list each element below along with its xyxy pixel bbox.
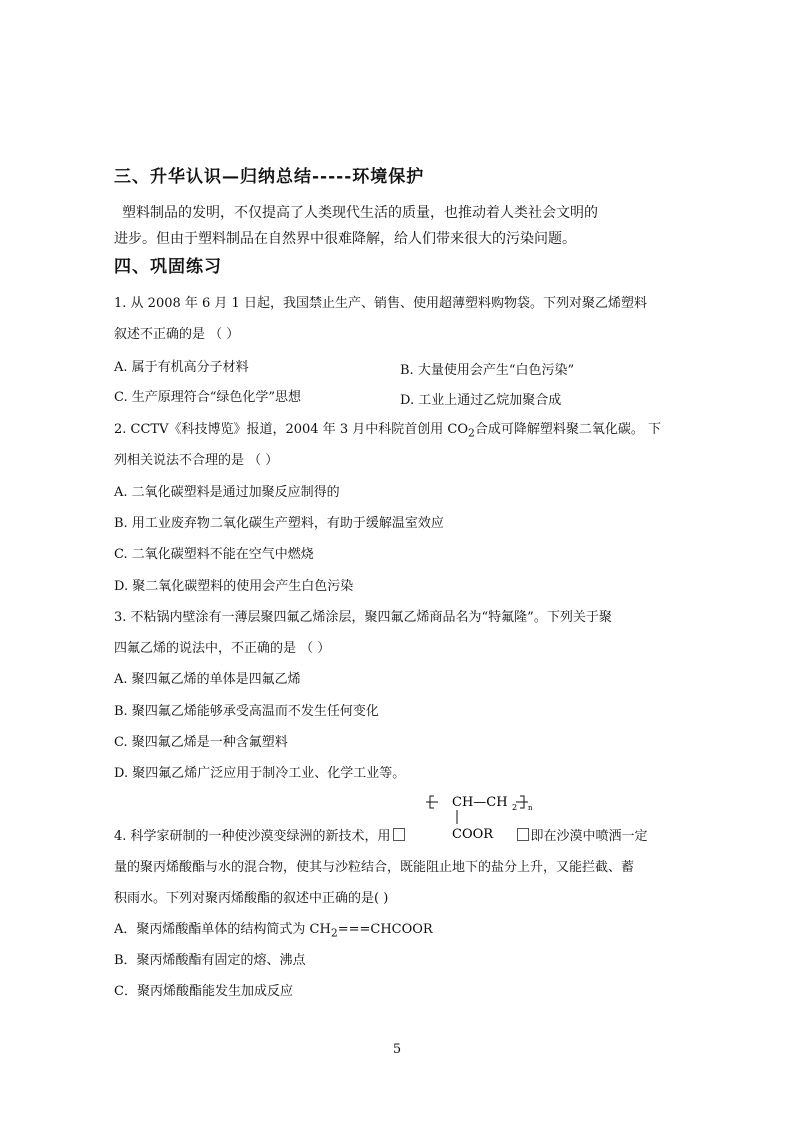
q2-stem-text-cont: 合成可降解塑料聚二氧化碳。 下 xyxy=(474,422,662,437)
structure-subscript-2: 2 xyxy=(512,803,518,812)
placeholder-box-right xyxy=(517,828,529,841)
q3-option-b: B. 聚四氟乙烯能够承受高温而不发生任何变化 xyxy=(114,704,379,719)
q3-stem-line2: 四氟乙烯的说法中，不正确的是 （ ） xyxy=(114,641,331,656)
structure-n: n xyxy=(528,804,533,812)
q3-stem-line1: 3. 不粘锅内壁涂有一薄层聚四氟乙烯涂层，聚四氟乙烯商品名为“特氟隆”。下列关于聚 xyxy=(114,610,612,625)
q1-option-c: C. 生产原理符合“绿色化学”思想 xyxy=(114,390,302,405)
q1-stem-line1: 1. 从 2008 年 6 月 1 日起，我国禁止生产、销售、使用超薄塑料购物袋。下列对聚乙烯塑料 xyxy=(114,296,647,311)
section4-heading: 四、巩固练习 xyxy=(114,257,222,277)
q3-option-d: D. 聚四氟乙烯广泛应用于制冷工业、化学工业等。 xyxy=(114,766,406,781)
section3-paragraph-line2: 进步。但由于塑料制品在自然界中很难降解，给人们带来很大的污染问题。 xyxy=(114,231,576,247)
section3-paragraph-line1: 塑料制品的发明，不仅提高了人类现代生活的质量，也推动着人类社会文明的 xyxy=(122,205,598,221)
q3-option-c: C. 聚四氟乙烯是一种含氟塑料 xyxy=(114,735,288,750)
section3-heading: 三、升华认识—归纳总结-----环境保护 xyxy=(114,167,425,187)
q2-stem-text: 2. CCTV《科技博览》报道，2004 年 3 月中科院首创用 CO xyxy=(114,422,468,437)
placeholder-box-left xyxy=(393,828,405,841)
q4-option-a xyxy=(114,921,680,943)
co2-subscript: 2 xyxy=(467,426,475,440)
q2-option-c: C. 二氧化碳塑料不能在空气中燃烧 xyxy=(114,547,314,562)
q4-stem-line2: 量的聚丙烯酸酯与水的混合物，使其与沙粒结合，既能阻止地下的盐分上升，又能拦截、蓄 xyxy=(114,860,635,875)
ch2-subscript: 2 xyxy=(330,926,338,940)
q4-option-c: C．聚丙烯酸酯能发生加成反应 xyxy=(114,984,293,999)
q4-option-a-text: A．聚丙烯酸酯单体的结构简式为 CH xyxy=(114,922,331,937)
q2-option-b: B. 用工业废弃物二氧化碳生产塑料，有助于缓解温室效应 xyxy=(114,516,444,531)
q4-option-b: B．聚丙烯酸酯有固定的熔、沸点 xyxy=(114,953,306,968)
q1-option-d: D. 工业上通过乙烷加聚合成 xyxy=(400,393,562,408)
q4-option-a-text-cont: ===CHCOOR xyxy=(337,922,433,937)
q4-stem-text: 4. 科学家研制的一种使沙漠变绿洲的新技术，用 xyxy=(114,829,391,844)
q1-option-b: B. 大量使用会产生“白色污染” xyxy=(400,363,575,378)
q1-option-a: A. 属于有机高分子材料 xyxy=(114,360,249,375)
structure-side-group: COOR xyxy=(452,827,494,842)
q4-stem-line3: 积雨水。下列对聚丙烯酸酯的叙述中正确的是( ) xyxy=(114,891,389,906)
q2-stem-line2: 列相关说法不合理的是 （ ） xyxy=(114,453,279,468)
q4-stem-text-cont: 即在沙漠中喷洒一定 xyxy=(530,829,648,844)
q2-option-a: A. 二氧化碳塑料是通过加聚反应制得的 xyxy=(114,485,340,500)
page-number: 5 xyxy=(392,1042,402,1057)
q1-stem-line2: 叙述不正确的是 （ ） xyxy=(114,327,240,342)
q4-stem-line1 xyxy=(114,828,680,846)
structure-main-chain: CH—CH xyxy=(452,795,508,810)
q2-stem-line1 xyxy=(114,421,680,443)
q3-option-a: A. 聚四氟乙烯的单体是四氟乙烯 xyxy=(114,672,301,687)
q2-option-d: D. 聚二氧化碳塑料的使用会产生白色污染 xyxy=(114,579,354,594)
